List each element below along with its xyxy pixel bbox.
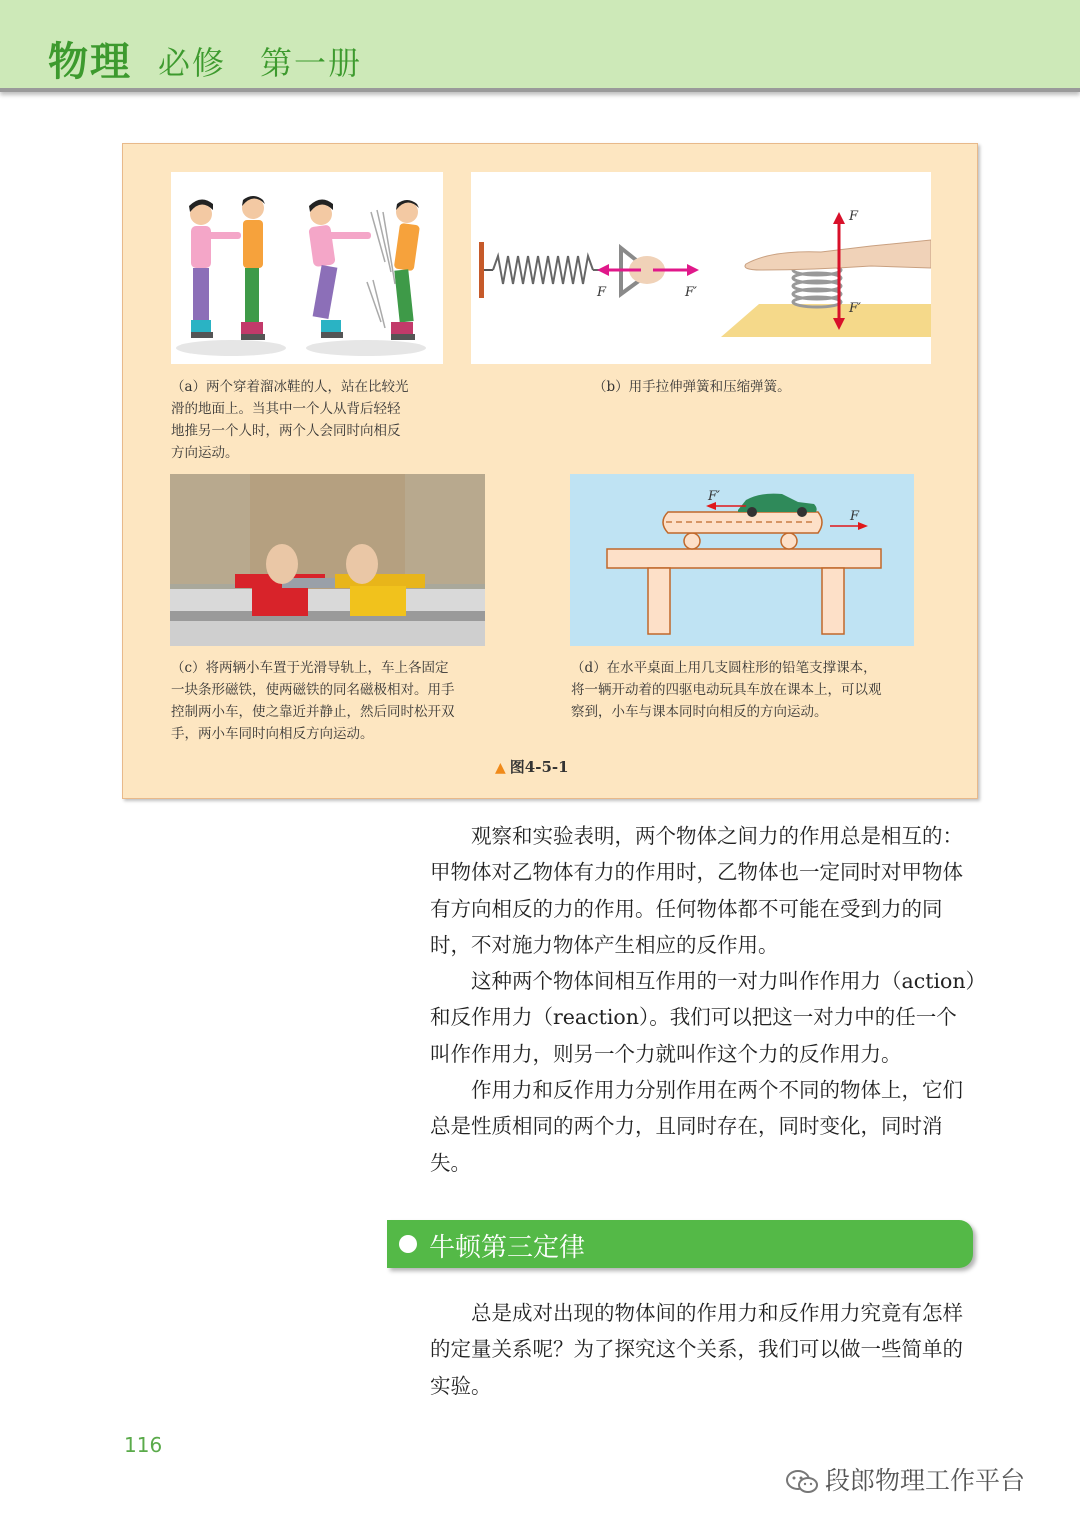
caption-panel-d xyxy=(571,657,921,723)
figure-4-5-1 xyxy=(122,143,978,799)
watermark xyxy=(785,1461,1025,1497)
paragraph: 总是成对出现的物体间的作用力和反作用力究竟有怎样的定量关系呢？为了探究这个关系，我们可以做一些简单的实验。 xyxy=(430,1301,963,1398)
compress-force-label-f-prime: F′ xyxy=(849,301,861,316)
bullet-dot-icon xyxy=(399,1235,417,1253)
wechat-icon xyxy=(785,1468,819,1496)
triangle-icon: ▲ xyxy=(495,760,506,776)
book-title: 必修 第一册 xyxy=(158,44,363,82)
watermark-text: 段郎物理工作平台 xyxy=(825,1466,1026,1495)
spring-force-label-f: F xyxy=(597,285,607,300)
panel-b-springs-illustration xyxy=(471,172,931,364)
paragraph: 观察和实验表明，两个物体之间力的作用总是相互的：甲物体对乙物体有力的作用时，乙物体也一定同时对甲物体有方向相反的力的作用。任何物体都不可能在受到力的同时，不对施力物体产生相应的反作用。 xyxy=(430,824,963,957)
car-force-label-f-prime: F′ xyxy=(708,489,720,504)
caption-a-line: 方向运动。 xyxy=(171,445,239,461)
spring-force-label-f-prime: F′ xyxy=(685,285,697,300)
caption-panel-c xyxy=(171,657,487,745)
section-body-text xyxy=(430,1295,976,1404)
caption-c-line: （c）将两辆小车置于光滑导轨上，车上各固定 xyxy=(171,660,449,676)
section-title: 牛顿第三定律 xyxy=(429,1233,586,1263)
body-text xyxy=(430,818,976,1181)
caption-c-line: 一块条形磁铁，使两磁铁的同名磁极相对。用手 xyxy=(171,682,455,698)
caption-a-line: （a）两个穿着溜冰鞋的人，站在比较光 xyxy=(171,379,409,395)
book-force-label-f: F xyxy=(850,509,860,524)
caption-a-line: 地推另一个人时，两个人会同时向相反 xyxy=(171,423,401,439)
caption-d-line: （d）在水平桌面上用几支圆柱形的铅笔支撑课本， xyxy=(571,660,877,676)
caption-c-line: 控制两小车，使之靠近并静止，然后同时松开双 xyxy=(171,704,455,720)
caption-d-line: 察到，小车与课本同时向相反的方向运动。 xyxy=(571,704,828,720)
panel-a-skaters-illustration xyxy=(171,172,443,364)
caption-d-line: 将一辆开动着的四驱电动玩具车放在课本上，可以观 xyxy=(571,682,882,698)
figure-label xyxy=(495,756,569,777)
section-heading xyxy=(387,1220,973,1268)
subject-title: 物理 xyxy=(48,39,132,85)
caption-panel-a xyxy=(171,376,443,464)
caption-panel-b: （b）用手拉伸弹簧和压缩弹簧。 xyxy=(593,379,791,395)
caption-a-line: 滑的地面上。当其中一个人从背后轻轻 xyxy=(171,401,401,417)
figure-number: 图4-5-1 xyxy=(509,758,569,776)
panel-c-magnet-carts-photo xyxy=(170,474,485,646)
page-header xyxy=(0,0,1080,92)
paragraph: 作用力和反作用力分别作用在两个不同的物体上，它们总是性质相同的两个力，且同时存在，同时变化，同时消失。 xyxy=(430,1078,963,1175)
panel-d-car-on-book-diagram xyxy=(570,474,914,646)
page-number: 116 xyxy=(124,1433,163,1457)
caption-c-line: 手，两小车同时向相反方向运动。 xyxy=(171,726,374,742)
compress-force-label-f: F xyxy=(849,209,859,224)
paragraph: 这种两个物体间相互作用的一对力叫作作用力（action）和反作用力（reaction）。我们可以把这一对力中的任一个叫作作用力，则另一个力就叫作这个力的反作用力。 xyxy=(430,969,976,1066)
